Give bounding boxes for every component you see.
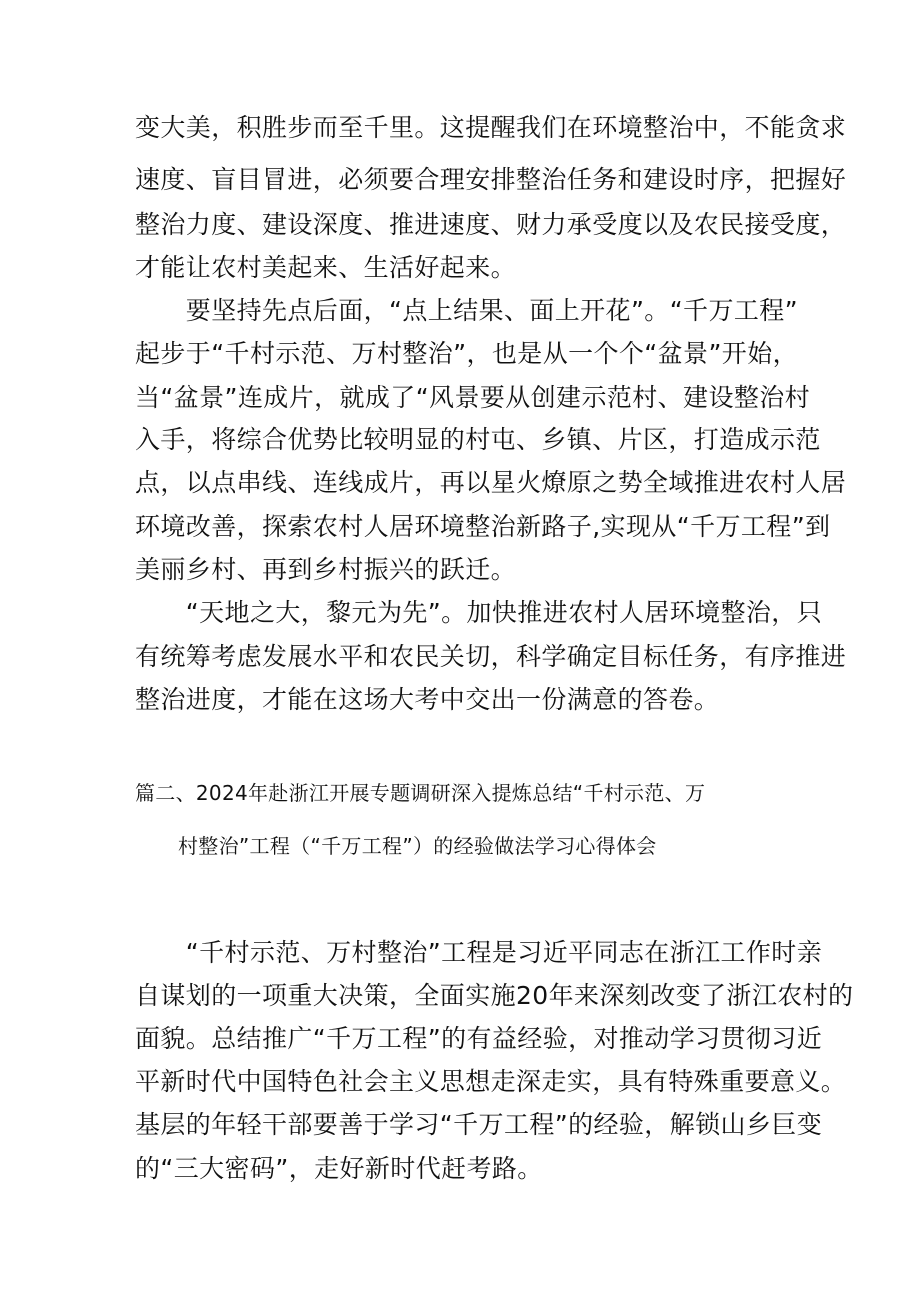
paragraph-line: 有统筹考虑发展水平和农民关切，科学确定目标任务，有序推进	[135, 642, 847, 671]
paragraph-line: 环境改善，探索农村人居环境整治新路子,实现从“千万工程”到	[135, 512, 831, 541]
paragraph-line: 当“盆景”连成片，就成了“风景要从创建示范村、建设整治村	[135, 383, 811, 412]
paragraph-line: 点，以点串线、连线成片，再以星火燎原之势全域推进农村人居	[135, 468, 847, 497]
paragraph-line: “千村示范、万村整治”工程是习近平同志在浙江工作时亲	[135, 938, 823, 967]
paragraph-line: 面貌。总结推广“千万工程”的有益经验，对推动学习贯彻习近	[135, 1024, 823, 1053]
paragraph-line: 整治力度、建设深度、推进速度、财力承受度以及农民接受度，	[135, 210, 847, 239]
paragraph-line: 才能让农村美起来、生活好起来。	[135, 253, 517, 282]
paragraph-line: 平新时代中国特色社会主义思想走深走实，具有特殊重要意义。	[135, 1067, 847, 1096]
paragraph-line: 入手，将综合优势比较明显的村屯、乡镇、片区，打造成示范	[135, 425, 821, 454]
paragraph-line: “天地之大，黎元为先”。加快推进农村人居环境整治，只	[135, 598, 823, 627]
paragraph-line: 速度、盲目冒进，必须要合理安排整治任务和建设时序，把握好	[135, 165, 847, 194]
heading-line-1: 篇二、2024年赴浙江开展专题调研深入提炼总结“千村示范、万	[135, 781, 706, 805]
paragraph-line: 美丽乡村、再到乡村振兴的跃迁。	[135, 555, 517, 584]
paragraph-line: 自谋划的一项重大决策，全面实施20年来深刻改变了浙江农村的	[135, 981, 854, 1010]
paragraph-line: 整治进度，才能在这场大考中交出一份满意的答卷。	[135, 685, 720, 714]
heading-line-2: 村整治”工程（“千万工程”）的经验做法学习心得体会	[178, 834, 657, 858]
paragraph-line: 变大美，积胜步而至千里。这提醒我们在环境整治中，不能贪求	[135, 113, 847, 142]
paragraph-line: 要坚持先点后面，“点上结果、面上开花”。“千万工程”	[135, 296, 799, 325]
paragraph-line: 基层的年轻干部要善于学习“千万工程”的经验，解锁山乡巨变	[135, 1110, 823, 1139]
paragraph-line: 起步于“千村示范、万村整治”，也是从一个个“盆景”开始，	[135, 339, 799, 368]
paragraph-line: 的“三大密码”，走好新时代赶考路。	[135, 1154, 543, 1183]
